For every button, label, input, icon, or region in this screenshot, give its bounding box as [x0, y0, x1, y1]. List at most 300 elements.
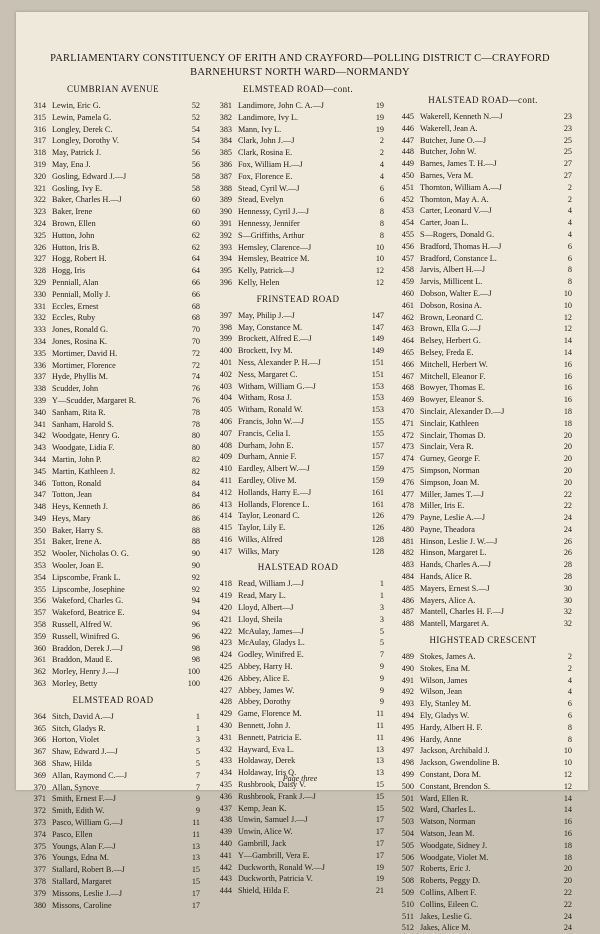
voter-name: Game, Florence M.: [238, 709, 302, 719]
house-number: 157: [371, 452, 384, 462]
voter-name: Sinclair, Alexander D.—J: [420, 406, 505, 416]
house-number: 9: [379, 662, 384, 672]
house-number: 82: [191, 466, 200, 476]
voter-row: [212, 381, 384, 393]
voter-number: 335: [33, 348, 46, 358]
voter-row: [212, 873, 384, 885]
voter-number: 357: [33, 608, 46, 618]
voter-number: 510: [401, 899, 414, 909]
voter-name: Wakeford, Beatrice E.: [52, 608, 125, 618]
voter-number: 426: [219, 673, 232, 683]
house-number: 24: [563, 923, 572, 933]
voter-name: Hayward, Eva L.: [238, 744, 294, 754]
house-number: 17: [375, 815, 384, 825]
voter-row: [26, 888, 200, 900]
house-number: 88: [191, 537, 200, 547]
voter-row: [394, 158, 572, 170]
house-number: 12: [563, 324, 572, 334]
voter-name: Fox, Florence E.: [238, 171, 293, 181]
house-number: 20: [563, 442, 572, 452]
house-number: 4: [567, 675, 572, 685]
voter-number: 329: [33, 277, 46, 287]
voter-number: 443: [219, 874, 232, 884]
voter-number: 430: [219, 721, 232, 731]
house-number: 13: [191, 841, 200, 851]
voter-number: 506: [401, 852, 414, 862]
voter-row: [394, 335, 572, 347]
voter-number: 441: [219, 850, 232, 860]
voter-number: 324: [33, 218, 46, 228]
voter-number: 428: [219, 697, 232, 707]
voter-number: 483: [401, 560, 414, 570]
voter-name: Clark, John J.—J: [238, 136, 295, 146]
voter-row: [26, 230, 200, 242]
voter-name: Shaw, Hilda: [52, 759, 92, 769]
voter-row: [26, 805, 200, 817]
voter-number: 503: [401, 817, 414, 827]
voter-name: Duckworth, Ronald W.—J: [238, 862, 325, 872]
voter-name: Brockett, Alfred E.—J: [238, 334, 312, 344]
voter-row: [212, 440, 384, 452]
house-number: 13: [191, 853, 200, 863]
voter-number: 418: [219, 579, 232, 589]
house-number: 6: [567, 241, 572, 251]
voter-name: Allan, Synove: [52, 782, 99, 792]
voter-name: Longley, Derek C.: [52, 124, 113, 134]
voter-row: [394, 816, 572, 828]
voter-name: Constant, Brendon S.: [420, 781, 491, 791]
voter-name: Totton, Jean: [52, 490, 92, 500]
voter-row: [212, 590, 384, 602]
house-number: 23: [563, 123, 572, 133]
voter-row: [26, 336, 200, 348]
voter-number: 364: [33, 711, 46, 721]
voter-name: Braddon, Derek J.—J: [52, 643, 123, 653]
voter-row: [212, 708, 384, 720]
voter-name: Y—Scudder, Margaret R.: [52, 395, 137, 405]
voter-number: 481: [401, 536, 414, 546]
house-number: 159: [371, 475, 384, 485]
house-number: 5: [195, 747, 200, 757]
house-number: 17: [375, 827, 384, 837]
house-number: 12: [375, 266, 384, 276]
voter-row: [212, 206, 384, 218]
house-number: 6: [379, 195, 384, 205]
voter-number: 401: [219, 357, 232, 367]
voter-name: Wilson, James: [420, 675, 468, 685]
voter-name: Hemsley, Beatrice M.: [238, 254, 310, 264]
voter-name: Godley, Winifred E.: [238, 650, 304, 660]
house-number: 2: [379, 148, 384, 158]
voter-name: Jakes, Leslie G.: [420, 911, 472, 921]
voter-row: [394, 123, 572, 135]
voter-row: [394, 559, 572, 571]
street-heading: ELMSTEAD ROAD—cont.: [242, 84, 354, 94]
voter-name: Unwin, Alice W.: [238, 827, 293, 837]
house-number: 153: [371, 405, 384, 415]
house-number: 8: [567, 734, 572, 744]
voter-number: 317: [33, 136, 46, 146]
voter-name: Lewin, Eric G.: [52, 101, 101, 110]
voter-number: 423: [219, 638, 232, 648]
house-number: 15: [191, 877, 200, 886]
voter-number: 478: [401, 501, 414, 511]
house-number: 151: [371, 369, 384, 379]
house-number: 14: [563, 805, 572, 815]
voter-name: Rushbrook, Daisy V.: [238, 780, 306, 790]
voter-name: Shield, Hilda F.: [238, 886, 290, 896]
house-number: 56: [191, 148, 200, 158]
house-number: 14: [563, 793, 572, 803]
house-number: 76: [191, 384, 200, 394]
voter-row: [212, 838, 384, 850]
voter-name: Witham, Rosa J.: [238, 393, 292, 403]
voter-row: [394, 875, 572, 887]
voter-row: [394, 146, 572, 158]
voter-name: Hutton, Iris B.: [52, 242, 100, 252]
voter-number: 489: [401, 652, 414, 662]
house-number: 26: [563, 536, 572, 546]
voter-number: 366: [33, 735, 46, 745]
voter-name: Holdaway, Iris Q.: [238, 768, 297, 778]
voter-row: [26, 206, 200, 218]
house-number: 56: [191, 159, 200, 169]
voter-row: [26, 841, 200, 853]
house-number: 30: [563, 595, 572, 605]
voter-number: 493: [401, 699, 414, 709]
voter-number: 417: [219, 546, 232, 556]
voter-row: [394, 606, 572, 618]
voter-name: Gurney, George F.: [420, 454, 481, 464]
voter-number: 494: [401, 711, 414, 721]
voter-name: Lipscombe, Frank L.: [52, 572, 121, 582]
voter-number: 314: [33, 101, 46, 110]
house-number: 3: [379, 614, 384, 624]
voter-name: Wooler, Joan E.: [52, 561, 104, 571]
voter-row: [26, 324, 200, 336]
voter-row: [394, 453, 572, 465]
voter-row: [394, 135, 572, 147]
voter-name: Mitchell, Eleanor F.: [420, 371, 486, 381]
voter-number: 410: [219, 464, 232, 474]
voter-number: 422: [219, 626, 232, 636]
voter-number: 450: [401, 170, 414, 180]
voter-name: May, Philip J.—J: [238, 310, 295, 320]
voter-row: [394, 793, 572, 805]
voter-row: [26, 218, 200, 230]
voter-number: 398: [219, 322, 232, 332]
voter-number: 509: [401, 888, 414, 897]
house-number: 18: [563, 840, 572, 850]
house-number: 10: [563, 758, 572, 768]
voter-name: Penniall, Alan: [52, 277, 99, 287]
voter-row: [394, 359, 572, 371]
voter-name: Kelly, Helen: [238, 277, 280, 287]
house-number: 19: [375, 112, 384, 122]
house-number: 2: [567, 194, 572, 204]
voter-name: Witham, William G.—J: [238, 381, 316, 391]
voter-name: Jackson, Gwendoline B.: [420, 758, 500, 768]
house-number: 4: [379, 171, 384, 181]
house-number: 8: [379, 218, 384, 228]
voter-name: Bennett, John J.: [238, 721, 291, 731]
voter-row: [212, 510, 384, 522]
voter-row: [26, 360, 200, 372]
voter-name: Mayers, Alice A.: [420, 595, 476, 605]
voter-name: Roberts, Peggy D.: [420, 876, 481, 886]
house-number: 68: [191, 301, 200, 311]
voter-name: Gosling, Edward J.—J: [52, 171, 127, 181]
house-number: 24: [563, 911, 572, 921]
house-number: 64: [191, 266, 200, 276]
house-number: 16: [563, 383, 572, 393]
voter-name: Y—Gambrill, Vera E.: [238, 850, 310, 860]
house-number: 9: [379, 673, 384, 683]
voter-number: 484: [401, 572, 414, 582]
voter-name: Heys, Kenneth J.: [52, 502, 108, 512]
voter-name: Simpson, Joan M.: [420, 477, 480, 487]
voter-name: Gambrill, Jack: [238, 839, 287, 849]
voter-name: Thornton, May A. A.: [420, 194, 489, 204]
voter-row: [394, 406, 572, 418]
voter-name: Hardy, Anne: [420, 734, 462, 744]
voter-name: Barnes, James T. H.—J: [420, 159, 497, 169]
voter-number: 467: [401, 371, 414, 381]
page-title: PARLIAMENTARY CONSTITUENCY OF ERITH AND CRAYFORD—POLLING DISTRICT C—CRAYFORD: [50, 53, 550, 64]
house-number: 66: [191, 277, 200, 287]
house-number: 32: [563, 607, 572, 617]
voter-row: [26, 864, 200, 876]
voter-name: Pasco, William G.—J: [52, 818, 123, 828]
voter-row: [212, 673, 384, 685]
voter-name: Hinson, Margaret L.: [420, 548, 487, 558]
house-number: 22: [563, 489, 572, 499]
voter-name: McAulay, James—J: [238, 626, 304, 636]
voter-name: Morley, Betty: [52, 679, 98, 689]
voter-name: Roberts, Eric J.: [420, 864, 471, 874]
voter-name: Stallard, Robert B.—J: [52, 865, 125, 875]
voter-row: [212, 357, 384, 369]
voter-name: Gosling, Ivy E.: [52, 183, 103, 193]
voter-number: 391: [219, 218, 232, 228]
voter-number: 356: [33, 596, 46, 606]
voter-number: 325: [33, 230, 46, 240]
house-number: 72: [191, 348, 200, 358]
voter-name: Rushbrook, Frank J.—J: [238, 791, 316, 801]
voter-row: [212, 626, 384, 638]
voter-name: Belsey, Herbert G.: [420, 336, 481, 346]
house-number: 149: [371, 346, 384, 356]
voter-number: 502: [401, 805, 414, 815]
voter-row: [212, 253, 384, 265]
house-number: 1: [379, 591, 384, 601]
voter-row: [26, 782, 200, 794]
house-number: 128: [371, 546, 384, 556]
voter-row: [394, 663, 572, 675]
house-number: 15: [375, 780, 384, 790]
voter-number: 486: [401, 595, 414, 605]
voter-row: [394, 217, 572, 229]
house-number: 94: [191, 608, 200, 618]
voter-name: Wakerell, Kenneth N.—J: [420, 112, 503, 121]
house-number: 22: [563, 501, 572, 511]
voter-number: 457: [401, 253, 414, 263]
street-heading: HALSTEAD ROAD: [257, 562, 339, 573]
voter-name: Baker, Irene A.: [52, 537, 102, 547]
voter-row: [26, 419, 200, 431]
voter-name: Wakeford, Charles G.: [52, 596, 124, 606]
voter-number: 346: [33, 478, 46, 488]
street-heading: CUMBRIAN AVENUE: [66, 84, 160, 94]
house-number: 20: [563, 454, 572, 464]
voter-number: 315: [33, 112, 46, 122]
voter-number: 452: [401, 194, 414, 204]
voter-row: [26, 723, 200, 735]
voter-row: [394, 430, 572, 442]
voter-name: Jarvis, Albert H.—J: [420, 265, 486, 275]
house-number: 82: [191, 454, 200, 464]
voter-name: Wilks, Alfred: [238, 534, 283, 544]
house-number: 96: [191, 631, 200, 641]
voter-number: 388: [219, 183, 232, 193]
voter-name: Missons, Leslie J.—J: [52, 888, 123, 898]
voter-name: Mortimer, Florence: [52, 360, 116, 370]
house-number: 10: [375, 254, 384, 264]
voter-name: Jones, Ronald G.: [52, 325, 108, 335]
house-number: 60: [191, 218, 200, 228]
voter-number: 420: [219, 603, 232, 613]
voter-name: May, Constance M.: [238, 322, 303, 332]
voter-name: Butcher, John W.: [420, 147, 477, 157]
voter-name: Hogg, Robert H.: [52, 254, 107, 264]
voter-row: [212, 218, 384, 230]
voter-number: 427: [219, 685, 232, 695]
voter-name: Thornton, William A.—J: [420, 182, 502, 192]
voter-row: [26, 501, 200, 513]
voter-row: [394, 441, 572, 453]
house-number: 2: [379, 136, 384, 146]
voter-name: Hogg, Iris: [52, 266, 86, 276]
voter-number: 344: [33, 454, 46, 464]
voter-number: 448: [401, 147, 414, 157]
voter-number: 372: [33, 806, 46, 816]
voter-number: 413: [219, 499, 232, 509]
voter-row: [26, 277, 200, 289]
voter-name: Braddon, Maud E.: [52, 655, 113, 665]
house-number: 30: [563, 583, 572, 593]
house-number: 161: [371, 499, 384, 509]
voter-number: 353: [33, 561, 46, 571]
street-heading: FRINSTEAD ROAD: [256, 293, 340, 304]
voter-name: Holdaway, Derek: [238, 756, 296, 766]
voter-number: 397: [219, 310, 232, 320]
house-number: 14: [563, 347, 572, 357]
voter-number: 389: [219, 195, 232, 205]
house-number: 157: [371, 440, 384, 450]
voter-number: 371: [33, 794, 46, 804]
voter-number: 498: [401, 758, 414, 768]
voter-name: Eardley, Albert W.—J: [238, 464, 310, 474]
voter-row: [212, 392, 384, 404]
voter-row: [394, 288, 572, 300]
voter-number: 408: [219, 440, 232, 450]
house-number: 2: [567, 663, 572, 673]
house-number: 28: [563, 572, 572, 582]
voter-name: Witham, Ronald W.: [238, 405, 303, 415]
voter-number: 355: [33, 584, 46, 594]
voter-name: Baker, Irene: [52, 207, 93, 217]
voter-name: Ward, Charles L.: [420, 805, 476, 815]
voter-name: Watson, Norman: [420, 817, 476, 827]
house-number: 6: [567, 711, 572, 721]
voter-name: Totton, Ronald: [52, 478, 102, 488]
voter-row: [212, 602, 384, 614]
house-number: 98: [191, 643, 200, 653]
voter-row: [394, 852, 572, 864]
voter-number: 445: [401, 112, 414, 121]
house-number: 1: [379, 579, 384, 589]
voter-number: 459: [401, 277, 414, 287]
voter-name: Abbey, Dorothy: [238, 697, 291, 707]
voter-name: Butcher, June O.—J: [420, 135, 487, 145]
voter-number: 377: [33, 865, 46, 875]
voter-name: S—Rogers, Donald G.: [420, 229, 495, 239]
voter-row: [212, 416, 384, 428]
voter-name: Brown, Ellen: [52, 218, 96, 228]
voter-row: [212, 277, 384, 289]
voter-number: 462: [401, 312, 414, 322]
voter-number: 415: [219, 523, 232, 533]
voter-number: 345: [33, 466, 46, 476]
voter-name: Missons, Caroline: [52, 900, 112, 910]
house-number: 19: [375, 101, 384, 110]
house-number: 10: [563, 300, 572, 310]
voter-row: [394, 371, 572, 383]
voter-number: 354: [33, 572, 46, 582]
voter-row: [26, 395, 200, 407]
voter-row: [394, 828, 572, 840]
voter-number: 399: [219, 334, 232, 344]
voter-name: Eardley, Olive M.: [238, 475, 297, 485]
voter-row: [26, 572, 200, 584]
voter-name: Jarvis, Millicent L.: [420, 277, 483, 287]
voter-number: 336: [33, 360, 46, 370]
voter-row: [26, 242, 200, 254]
voter-number: 340: [33, 407, 46, 417]
voter-number: 405: [219, 405, 232, 415]
house-number: 8: [379, 230, 384, 240]
voter-number: 438: [219, 815, 232, 825]
voter-name: Hardy, Albert H. F.: [420, 722, 483, 732]
house-number: 90: [191, 549, 200, 559]
voter-number: 472: [401, 430, 414, 440]
house-number: 159: [371, 464, 384, 474]
voter-name: Horton, Violet: [52, 735, 100, 745]
voter-name: Russell, Alfred W.: [52, 620, 113, 630]
voter-name: Brockett, Ivy M.: [238, 346, 293, 356]
house-number: 16: [563, 829, 572, 839]
voter-number: 512: [401, 923, 414, 933]
house-number: 84: [191, 490, 200, 500]
voter-row: [394, 722, 572, 734]
voter-name: Longley, Dorothy V.: [52, 136, 119, 146]
voter-name: Bowyer, Eleanor S.: [420, 395, 484, 405]
voter-row: [26, 900, 200, 912]
house-number: 62: [191, 230, 200, 240]
house-number: 17: [191, 900, 200, 910]
voter-row: [26, 619, 200, 631]
voter-row: [212, 183, 384, 195]
